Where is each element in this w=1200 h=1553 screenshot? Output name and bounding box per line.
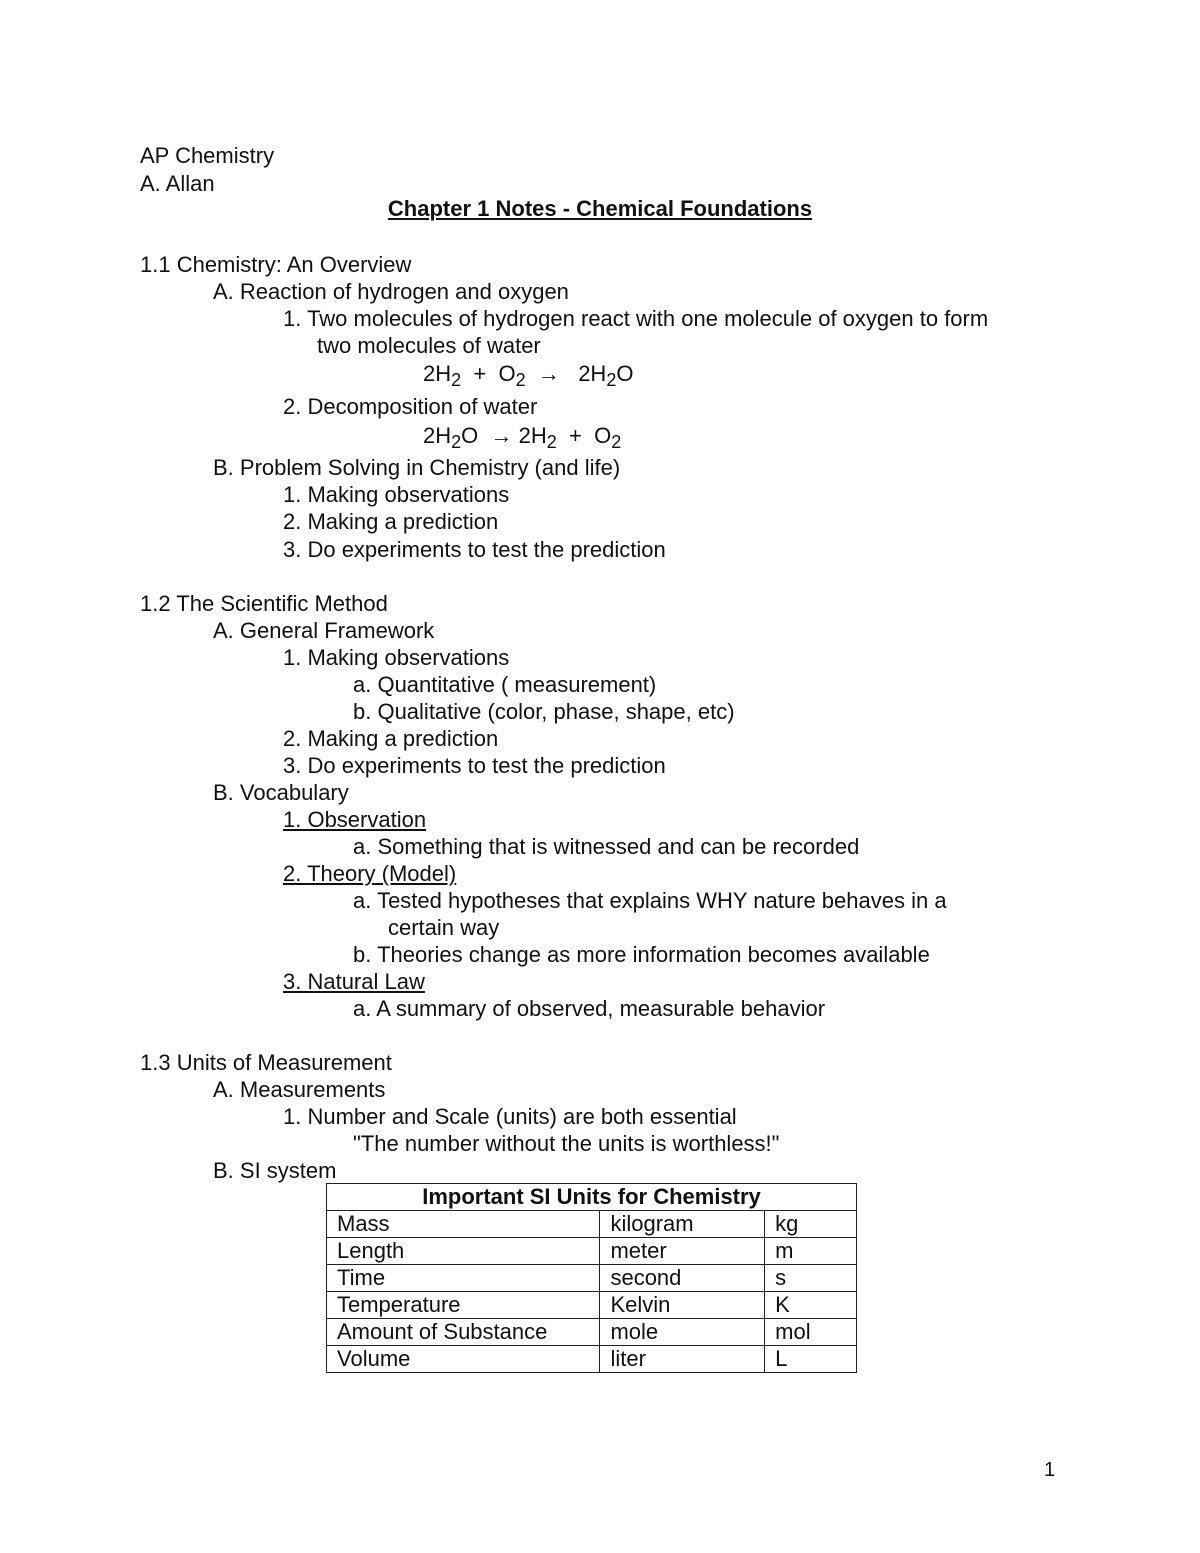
si-units-table — [326, 1183, 857, 1373]
section-heading-1-1: 1.1 Chemistry: An Overview — [140, 252, 412, 277]
vocab-term: 1. Observation — [283, 807, 427, 832]
outline-item: a. Tested hypotheses that explains WHY nature behaves in a — [353, 888, 947, 913]
outline-item: A. Reaction of hydrogen and oxygen — [213, 279, 569, 304]
table-row: Amount of Substance mole mol — [327, 1319, 857, 1346]
outline-item: a. Quantitative ( measurement) — [353, 672, 657, 697]
table-row: Mass kilogram kg — [327, 1211, 857, 1238]
outline-item: b. Theories change as more information becomes available — [353, 942, 930, 967]
outline-item: a. Something that is witnessed and can be recorded — [353, 834, 860, 859]
arrow-icon: → — [537, 361, 560, 386]
outline-item: B. Vocabulary — [213, 780, 349, 805]
section-heading-1-3: 1.3 Units of Measurement — [140, 1050, 392, 1075]
outline-item: two molecules of water — [317, 333, 541, 358]
vocab-term: 3. Natural Law — [283, 969, 425, 994]
outline-item: certain way — [388, 915, 500, 940]
vocab-term: 2. Theory (Model) — [283, 861, 457, 886]
course-name: AP Chemistry — [140, 143, 275, 168]
table-row: Length meter m — [327, 1238, 857, 1265]
outline-item: b. Qualitative (color, phase, shape, etc) — [353, 699, 735, 724]
outline-item: 1. Number and Scale (units) are both essential — [283, 1104, 737, 1129]
outline-item: B. SI system — [213, 1158, 337, 1183]
equation-decomposition: $2H_2O \to 2H_2 + O_2$ — [423, 423, 622, 452]
section-heading-1-2: 1.2 The Scientific Method — [140, 591, 388, 616]
outline-item: A. General Framework — [213, 618, 435, 643]
outline-item: 1. Making observations — [283, 482, 510, 507]
equation-formation: $2H_2 + O_2$ → $2H_2O$ — [423, 361, 634, 390]
outline-item: 3. Do experiments to test the prediction — [283, 537, 666, 562]
outline-item: 3. Do experiments to test the prediction — [283, 753, 666, 778]
page-number: 1 — [1044, 1459, 1056, 1481]
outline-item: A. Measurements — [213, 1077, 386, 1102]
page-title: Chapter 1 Notes - Chemical Foundations — [387, 196, 813, 221]
table-row: Volume liter L — [327, 1346, 857, 1373]
arrow-icon: → — [490, 423, 513, 448]
outline-item: B. Problem Solving in Chemistry (and life) — [213, 455, 621, 480]
outline-item: 2. Making a prediction — [283, 509, 499, 534]
quote: "The number without the units is worthless!" — [353, 1131, 780, 1156]
table-row: Time second s — [327, 1265, 857, 1292]
table-caption: Important SI Units for Chemistry — [327, 1184, 857, 1211]
outline-item: a. A summary of observed, measurable behavior — [353, 996, 826, 1021]
table-row: Temperature Kelvin K — [327, 1292, 857, 1319]
outline-item: 2. Decomposition of water — [283, 394, 538, 419]
outline-item: 1. Two molecules of hydrogen react with one molecule of oxygen to form — [283, 306, 989, 331]
outline-item: 2. Making a prediction — [283, 726, 499, 751]
author-name: A. Allan — [140, 171, 215, 196]
outline-item: 1. Making observations — [283, 645, 510, 670]
